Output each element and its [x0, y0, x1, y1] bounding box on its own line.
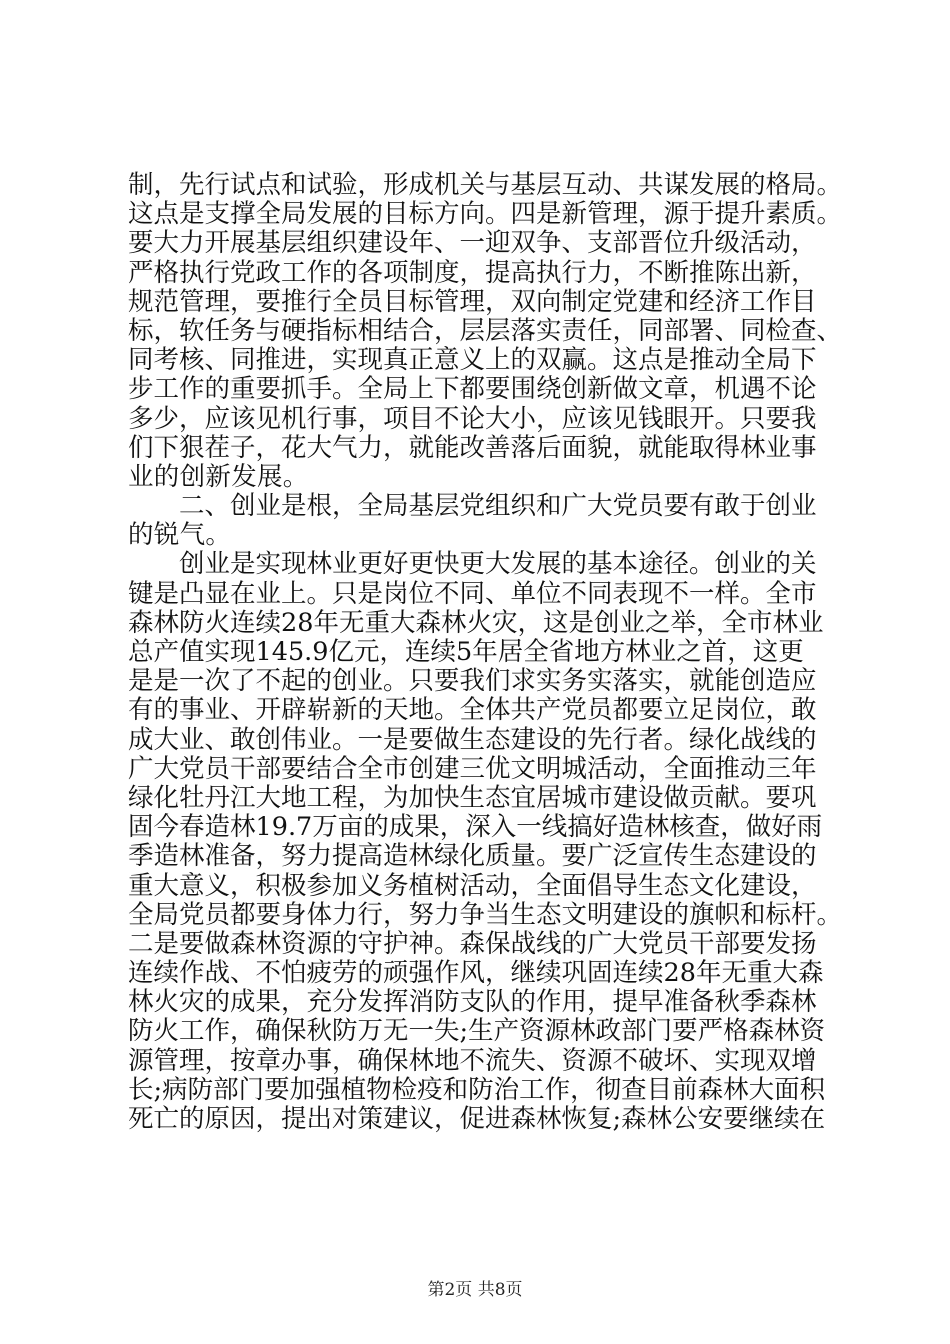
text-line: 二是要做森林资源的守护神。森保战线的广大党员干部要发扬 — [128, 928, 817, 959]
text-line: 这点是支撑全局发展的目标方向。四是新管理，源于提升素质。 — [128, 199, 843, 230]
text-line: 多少，应该见机行事，项目不论大小，应该见钱眼开。只要我 — [128, 403, 817, 434]
text-line: 林火灾的成果，充分发挥消防支队的作用，提早准备秋季森林 — [128, 987, 817, 1018]
text-line: 源管理，按章办事，确保林地不流失、资源不破坏、实现双增 — [128, 1045, 817, 1076]
text-line: 制，先行试点和试验，形成机关与基层互动、共谋发展的格局。 — [128, 170, 843, 200]
text-line: 绿化牡丹江大地工程，为加快生态宜居城市建设做贡献。要巩 — [128, 782, 817, 813]
text-line: 全局党员都要身体力行，努力争当生态文明建设的旗帜和标杆。 — [128, 899, 843, 930]
text-line: 严格执行党政工作的各项制度，提高执行力，不断推陈出新， — [128, 257, 817, 288]
text-line: 是是一次了不起的创业。只要我们求实务实落实，就能创造应 — [128, 666, 817, 697]
text-line: 创业是实现林业更好更快更大发展的基本途径。创业的关 — [128, 549, 817, 580]
text-line: 固今春造林19.7万亩的成果，深入一线搞好造林核查，做好雨 — [128, 812, 823, 843]
document-body — [128, 171, 843, 1134]
text-line: 的锐气。 — [128, 520, 232, 551]
text-line: 们下狠茬子，花大气力，就能改善落后面貌，就能取得林业事 — [128, 432, 817, 463]
text-line: 二、创业是根，全局基层党组织和广大党员要有敢于创业 — [128, 491, 817, 522]
page-footer: 第2页 共8页 — [427, 1280, 523, 1300]
text-line: 步工作的重要抓手。全局上下都要围绕创新做文章，机遇不论 — [128, 374, 817, 405]
text-line: 业的创新发展。 — [128, 461, 309, 492]
text-line: 要大力开展基层组织建设年、一迎双争、支部晋位升级活动， — [128, 228, 817, 259]
text-line: 防火工作，确保秋防万无一失;生产资源林政部门要严格森林资 — [128, 1016, 826, 1047]
text-line: 键是凸显在业上。只是岗位不同、单位不同表现不一样。全市 — [128, 578, 817, 609]
text-line: 规范管理，要推行全员目标管理，双向制定党建和经济工作目 — [128, 286, 817, 317]
text-line: 有的事业、开辟崭新的天地。全体共产党员都要立足岗位，敢 — [128, 695, 817, 726]
text-line: 死亡的原因，提出对策建议，促进森林恢复;森林公安要继续在 — [128, 1104, 826, 1134]
text-line: 季造林准备，努力提高造林绿化质量。要广泛宣传生态建设的 — [128, 841, 817, 872]
text-line: 同考核、同推进，实现真正意义上的双赢。这点是推动全局下 — [128, 345, 817, 376]
text-line: 成大业、敢创伟业。一是要做生态建设的先行者。绿化战线的 — [128, 724, 817, 755]
text-line: 总产值实现145.9亿元，连续5年居全省地方林业之首，这更 — [128, 637, 804, 667]
text-line: 长;病防部门要加强植物检疫和防治工作，彻查目前森林大面积 — [128, 1074, 826, 1105]
text-line: 广大党员干部要结合全市创建三优文明城活动，全面推动三年 — [128, 753, 817, 784]
text-line: 连续作战、不怕疲劳的顽强作风，继续巩固连续28年无重大森 — [128, 958, 824, 989]
text-line: 重大意义，积极参加义务植树活动，全面倡导生态文化建设， — [128, 870, 817, 901]
text-line: 森林防火连续28年无重大森林火灾，这是创业之举，全市林业 — [128, 607, 824, 638]
text-line: 标，软任务与硬指标相结合，层层落实责任，同部署、同检查、 — [128, 315, 843, 346]
